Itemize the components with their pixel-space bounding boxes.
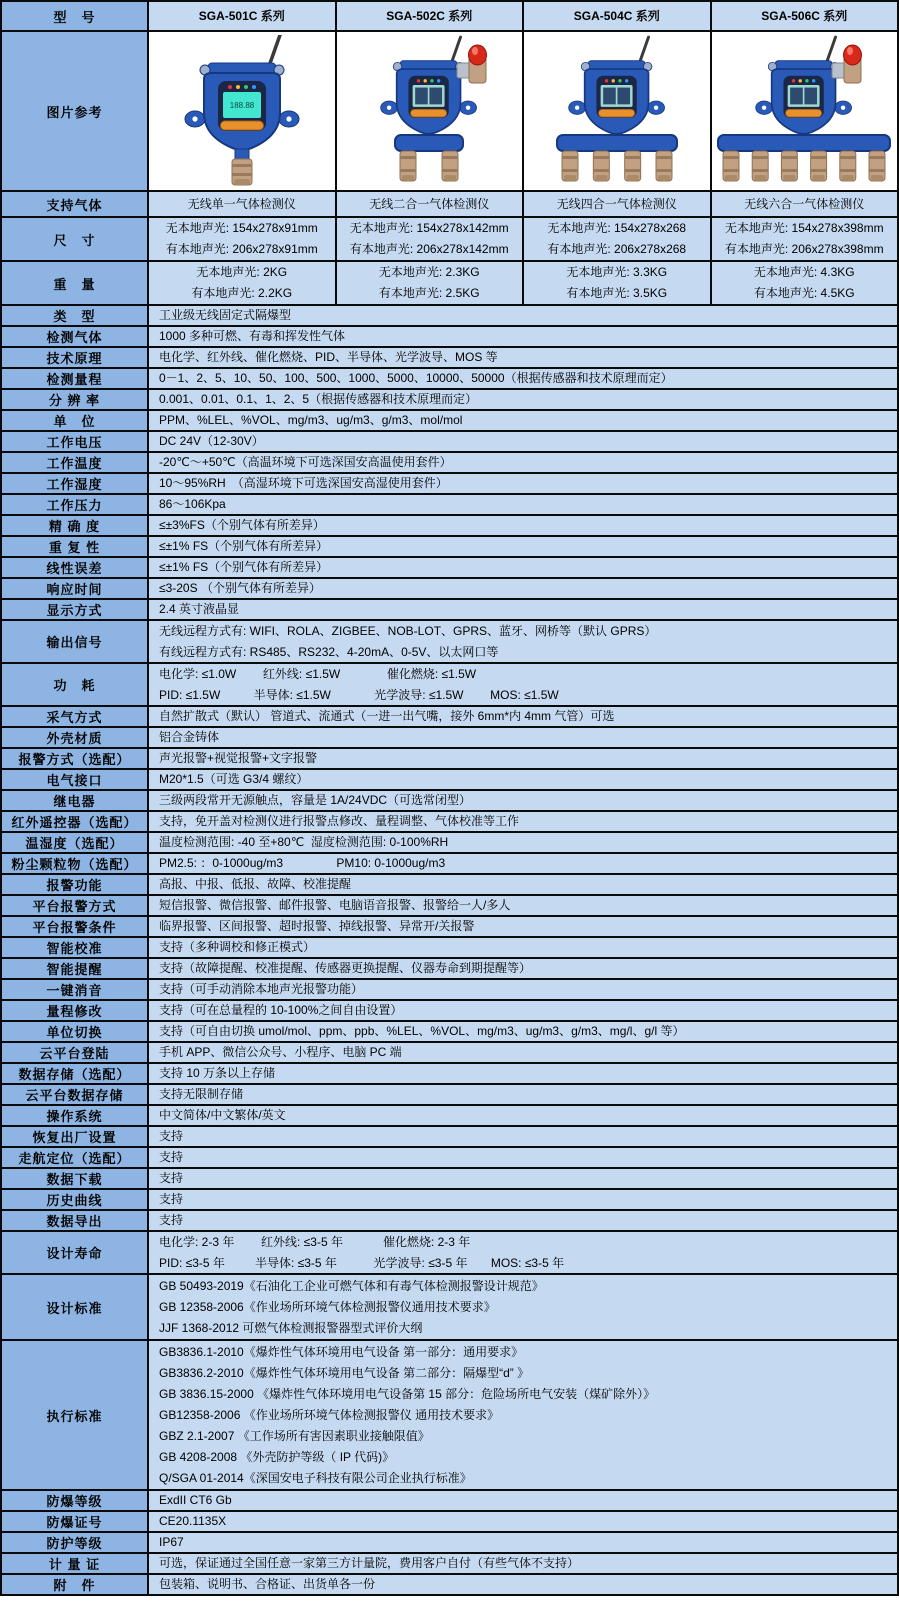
row-label: 工作电压 [2,432,149,451]
spec-value-cell [149,369,897,388]
product-spec-cell [524,262,712,304]
spec-value-cell [149,1512,897,1531]
row-label: 重 复 性 [2,537,149,556]
spec-row [2,810,897,831]
spec-value-cell [149,791,897,810]
product-spec-row [2,260,897,304]
product-spec-cell [712,192,898,216]
spec-row [2,451,897,472]
row-label: 数据导出 [2,1211,149,1230]
row-label: 历史曲线 [2,1190,149,1209]
spec-row [2,999,897,1020]
row-label: 智能校准 [2,938,149,957]
product-spec-cell [337,262,525,304]
spec-value-line: ≤±1% FS（个别气体有所差异） [159,539,329,553]
row-label: 外壳材质 [2,728,149,747]
row-label: 支持气体 [2,192,149,216]
spec-value-line: 短信报警、微信报警、邮件报警、电脑语音报警、报警给一人/多人 [159,898,511,912]
product-spec-line: 无本地声光: 154x278x91mm [165,221,318,235]
spec-value-cell [149,1127,897,1146]
spec-value-line: 支持（可自由切换 umol/mol、ppm、ppb、%LEL、%VOL、mg/m3、ug/m3、g/m3、mg/l、g/l 等） [159,1024,685,1038]
row-label: 报警功能 [2,875,149,894]
sga-502c-wireless-2in1-gas-detector [337,32,525,190]
spec-value-line: GB 3836.15-2000 《爆炸性气体环境用电气设备第 15 部分：危险场所电气安装（煤矿除外）》 [159,1386,656,1401]
spec-value-line: 电化学: 2-3 年 红外线: ≤3-5 年 催化燃烧: 2-3 年 [159,1234,471,1249]
row-label: 设计标准 [2,1275,149,1339]
row-label: 检测气体 [2,327,149,346]
product-spec-line: 无线四合一气体检测仪 [556,196,677,211]
model-name: SGA-501C 系列 [198,8,285,23]
spec-value-cell [149,1001,897,1020]
gas-sensor-probe [442,151,458,181]
row-label-image: 图片参考 [2,32,149,190]
spec-value-line: 支持 [159,1171,184,1185]
spec-row [2,789,897,810]
gas-detector-illustration [339,35,519,187]
spec-row [2,346,897,367]
spec-value-cell [149,664,897,705]
row-label: 云平台数据存储 [2,1085,149,1104]
spec-value-line: PID: ≤3-5 年 半导体: ≤3-5 年 光学波导: ≤3-5 年 MOS: ≤3-5 年 [159,1255,565,1270]
spec-value-cell [149,1533,897,1552]
spec-value-line: PPM、%LEL、%VOL、mg/m3、ug/m3、g/m3、mol/mol [159,413,463,427]
row-label: 数据存储（选配） [2,1064,149,1083]
spec-value-line: ExdII CT6 Gb [159,1493,232,1507]
spec-row [2,1125,897,1146]
spec-row [2,1062,897,1083]
spec-value-cell [149,980,897,999]
spec-value-line: PID: ≤1.5W 半导体: ≤1.5W 光学波导: ≤1.5W MOS: ≤1.5W [159,687,559,702]
model-name: SGA-502C 系列 [386,8,473,23]
spec-row [2,472,897,493]
spec-value-line: 中文简体/中文繁体/英文 [159,1108,286,1122]
row-label: 工作温度 [2,453,149,472]
spec-value-cell [149,390,897,409]
row-label: 云平台登陆 [2,1043,149,1062]
spec-value-line: 自然扩散式（默认） 管道式、流通式（一进一出气嘴，接外 6mm*内 4mm 气管）可选 [159,709,615,723]
spec-value-line: 支持（可在总量程的 10-100%之间自由设置） [159,1003,403,1017]
product-spec-line: 有本地声光: 206x278x142mm [349,242,509,256]
spec-row [2,726,897,747]
row-label: 分 辨 率 [2,390,149,409]
spec-row [2,1041,897,1062]
gas-sensor-probe [624,151,640,181]
spec-value-cell [149,1022,897,1041]
spec-value-line: 支持，免开盖对检测仪进行报警点修改、量程调整、气体校准等工作 [159,814,520,828]
spec-row [2,367,897,388]
product-spec-cell [337,192,525,216]
spec-row [2,873,897,894]
model-header-cell [149,2,337,30]
spec-value-cell [149,1064,897,1083]
spec-value-line: GBZ 2.1-2007 《工作场所有害因素职业接触限值》 [159,1428,430,1443]
spec-value-line: 温度检测范围: -40 至+80℃ 湿度检测范围: 0-100%RH [159,835,449,849]
model-name: SGA-504C 系列 [573,8,660,23]
spec-row [2,915,897,936]
gas-sensor-probe [400,151,416,181]
product-spec-cell [337,218,525,260]
sga-506c-wireless-6in1-gas-detector [712,32,898,190]
spec-value-cell [149,621,897,662]
gas-sensor-probe [811,151,827,181]
spec-value-line: PM2.5: ：0-1000ug/m3 PM10: 0-1000ug/m3 [159,856,446,870]
spec-value-line: 支持（可手动消除本地声光报警功能） [159,982,364,996]
spec-value-cell [149,1106,897,1125]
spec-value-line: 有线远程方式有: RS485、RS232、4-20mA、0-5V、以太网口等 [159,644,499,659]
spec-row [2,619,897,662]
spec-value-line: Q/SGA 01-2014《深国安电子科技有限公司企业执行标准》 [159,1470,472,1485]
spec-value-line: 支持 10 万条以上存储 [159,1066,276,1080]
product-spec-line: 无本地声光: 2KG [196,265,288,279]
spec-value-line: 电化学: ≤1.0W 红外线: ≤1.5W 催化燃烧: ≤1.5W [159,666,477,681]
spec-value-cell [149,1341,897,1489]
spec-value-cell [149,938,897,957]
row-label: 智能提醒 [2,959,149,978]
model-header-cell [524,2,712,30]
spec-value-line: 2.4 英寸液晶显 [159,602,240,616]
product-spec-cell [524,218,712,260]
spec-value-line: 支持（多种调校和修正模式） [159,940,316,954]
spec-row [2,409,897,430]
row-label: 单位切换 [2,1022,149,1041]
spec-value-cell [149,1190,897,1209]
spec-value-line: GB 4208-2008 《外壳防护等级（ IP 代码)》 [159,1449,395,1464]
gas-sensor-probe [562,151,578,181]
row-label: 输出信号 [2,621,149,662]
product-spec-line: 无线单一气体检测仪 [187,196,296,211]
row-label: 类 型 [2,306,149,325]
row-label: 响应时间 [2,579,149,598]
spec-row [2,1510,897,1531]
spec-value-cell [149,516,897,535]
spec-value-cell [149,1148,897,1167]
spec-value-cell [149,1232,897,1273]
row-label: 平台报警条件 [2,917,149,936]
row-label: 粉尘颗粒物（选配） [2,854,149,873]
spec-row [2,1489,897,1510]
spec-value-cell [149,1043,897,1062]
spec-row [2,978,897,999]
row-label: 恢复出厂设置 [2,1127,149,1146]
product-spec-line: 有本地声光: 2.5KG [378,286,480,300]
product-spec-line: 无本地声光: 4.3KG [753,265,855,279]
spec-value-cell [149,306,897,325]
spec-value-line: 0－1、2、5、10、50、100、500、1000、5000、10000、50000（根据传感器和技术原理而定） [159,371,673,385]
row-label: 执行标准 [2,1341,149,1489]
row-label: 检测量程 [2,369,149,388]
product-spec-cell [149,262,337,304]
product-spec-line: 有本地声光: 206x278x91mm [165,242,318,256]
gas-sensor-probe [232,159,252,185]
spec-value-cell [149,959,897,978]
product-spec-line: 无本地声光: 154x278x142mm [349,221,509,235]
spec-value-line: 支持（故障提醒、校准提醒、传感器更换提醒、仪器寿命到期提醒等） [159,961,532,975]
spec-value-cell [149,600,897,619]
spec-row [2,936,897,957]
row-label: 数据下载 [2,1169,149,1188]
gas-detector-illustration [527,35,707,187]
spec-value-cell [149,474,897,493]
spec-value-cell [149,833,897,852]
spec-value-line: 包装箱、说明书、合格证、出货单各一份 [159,1577,376,1591]
spec-row [2,705,897,726]
row-label: 红外遥控器（选配） [2,812,149,831]
row-label: 采气方式 [2,707,149,726]
spec-value-line: 10～95%RH （高湿环境下可选深国安高湿使用套件） [159,476,448,490]
product-image-row [2,30,897,190]
spec-value-cell [149,917,897,936]
spec-value-cell [149,707,897,726]
spec-value-line: CE20.1135X [159,1514,227,1528]
product-spec-cell [149,218,337,260]
row-label: 线性误差 [2,558,149,577]
product-spec-row [2,216,897,260]
product-spec-line: 无线二合一气体检测仪 [369,196,490,211]
spec-row [2,556,897,577]
gas-detector-illustration [152,35,332,187]
spec-row [2,747,897,768]
spec-value-line: GB 50493-2019《石油化工企业可燃气体和有毒气体检测报警设计规范》 [159,1278,544,1293]
model-header-cell [712,2,898,30]
spec-row [2,852,897,873]
svg-text:188.88: 188.88 [229,101,254,110]
model-header-cell [337,2,525,30]
spec-row [2,1209,897,1230]
product-spec-line: 无本地声光: 2.3KG [378,265,480,279]
spec-value-cell [149,1169,897,1188]
gas-detector-illustration [714,35,894,187]
spec-value-line: JJF 1368-2012 可燃气体检测报警器型式评价大纲 [159,1320,423,1335]
spec-value-line: 高报、中报、低报、故障、校准提醒 [159,877,352,891]
spec-row [2,493,897,514]
spec-value-line: 支持 [159,1129,184,1143]
row-label: 报警方式（选配） [2,749,149,768]
product-spec-line: 无本地声光: 154x278x398mm [724,221,884,235]
spec-row [2,598,897,619]
spec-row [2,304,897,325]
gas-sensor-probe [869,151,885,181]
spec-value-line: 三级两段常开无源触点，容量是 1A/24VDC（可选常闭型） [159,793,472,807]
row-label: 计 量 证 [2,1554,149,1573]
row-label: 平台报警方式 [2,896,149,915]
row-label: 量程修改 [2,1001,149,1020]
spec-row [2,1104,897,1125]
spec-row [2,388,897,409]
spec-value-cell [149,854,897,873]
gas-sensor-probe [656,151,672,181]
spec-value-cell [149,327,897,346]
spec-value-line: 无线远程方式有: WIFI、ROLA、ZIGBEE、NOB-LOT、GPRS、蓝牙、网桥等（默认 GPRS） [159,623,657,638]
spec-row [2,1573,897,1594]
row-label: 功 耗 [2,664,149,705]
row-label-model: 型 号 [2,2,149,30]
spec-value-cell [149,728,897,747]
gas-sensor-probe [782,151,798,181]
spec-value-line: 支持 [159,1192,184,1206]
spec-value-line: GB12358-2006 《作业场所环境气体检测报警仪 通用技术要求》 [159,1407,500,1422]
spec-value-cell [149,411,897,430]
product-spec-line: 有本地声光: 4.5KG [753,286,855,300]
product-spec-line: 有本地声光: 206x278x268 [547,242,687,256]
product-spec-row [2,190,897,216]
product-spec-line: 无本地声光: 154x278x268 [547,221,687,235]
spec-row [2,1188,897,1209]
spec-value-line: GB3836.1-2010《爆炸性气体环境用电气设备 第一部分：通用要求》 [159,1344,524,1359]
model-name: SGA-506C 系列 [761,8,848,23]
spec-value-cell [149,558,897,577]
spec-row [2,1552,897,1573]
spec-row [2,1531,897,1552]
spec-row [2,1167,897,1188]
spec-value-line: ≤±1% FS（个别气体有所差异） [159,560,329,574]
spec-row [2,514,897,535]
row-label: 电气接口 [2,770,149,789]
sga-504c-wireless-4in1-gas-detector [524,32,712,190]
spec-value-line: M20*1.5（可选 G3/4 螺纹） [159,772,309,786]
spec-row [2,1230,897,1273]
spec-value-line: 手机 APP、微信公众号、小程序、电脑 PC 端 [159,1045,402,1059]
product-spec-line: 有本地声光: 206x278x398mm [724,242,884,256]
spec-value-line: ≤±3%FS（个别气体有所差异） [159,518,325,532]
spec-row [2,831,897,852]
row-label: 重 量 [2,262,149,304]
spec-value-line: 铝合金铸体 [159,730,220,744]
product-spec-line: 有本地声光: 3.5KG [566,286,668,300]
gas-sensor-probe [752,151,768,181]
spec-row [2,325,897,346]
spec-row [2,957,897,978]
row-label: 单 位 [2,411,149,430]
spec-value-line: 声光报警+视觉报警+文字报警 [159,751,318,765]
product-spec-line: 无本地声光: 3.3KG [566,265,668,279]
row-label: 精 确 度 [2,516,149,535]
sga-501c-wireless-single-gas-detector [149,32,337,190]
row-label: 显示方式 [2,600,149,619]
model-header-row [2,2,897,30]
row-label: 继电器 [2,791,149,810]
spec-value-cell [149,1211,897,1230]
spec-value-line: 工业级无线固定式隔爆型 [159,308,292,322]
row-label: 温湿度（选配） [2,833,149,852]
spec-row [2,430,897,451]
product-spec-cell [712,262,898,304]
spec-value-line: GB3836.2-2010《爆炸性气体环境用电气设备 第二部分：隔爆型“d” 》 [159,1365,530,1380]
spec-value-line: 1000 多种可燃、有毒和挥发性气体 [159,329,346,343]
row-label: 技术原理 [2,348,149,367]
spec-value-line: 临界报警、区间报警、超时报警、掉线报警、异常开/关报警 [159,919,475,933]
gas-sensor-probe [593,151,609,181]
spec-value-cell [149,770,897,789]
spec-row [2,1083,897,1104]
spec-value-cell [149,1491,897,1510]
gas-sensor-probe [723,151,739,181]
product-spec-cell [712,218,898,260]
spec-value-line: 支持无限制存储 [159,1087,244,1101]
spec-value-cell [149,348,897,367]
row-label: 一键消音 [2,980,149,999]
spec-row [2,535,897,556]
row-label: 尺 寸 [2,218,149,260]
spec-row [2,577,897,598]
row-label: 走航定位（选配） [2,1148,149,1167]
spec-value-cell [149,1275,897,1339]
spec-row [2,1020,897,1041]
product-spec-line: 无线六合一气体检测仪 [744,196,865,211]
spec-value-line: 0.001、0.01、0.1、1、2、5（根据传感器和技术原理而定） [159,392,478,406]
row-label: 操作系统 [2,1106,149,1125]
spec-value-line: -20℃～+50℃（高温环境下可选深国安高温使用套件） [159,455,452,469]
spec-row [2,1146,897,1167]
spec-value-line: IP67 [159,1535,184,1549]
spec-value-cell [149,812,897,831]
spec-value-line: 支持 [159,1150,184,1164]
spec-value-cell [149,1085,897,1104]
spec-value-cell [149,1575,897,1594]
spec-value-cell [149,875,897,894]
product-spec-cell [524,192,712,216]
spec-value-cell [149,495,897,514]
spec-row [2,894,897,915]
spec-value-cell [149,453,897,472]
row-label: 防爆证号 [2,1512,149,1531]
spec-value-line: 可选，保证通过全国任意一家第三方计量院，费用客户自付（有些气体不支持） [159,1556,580,1570]
alarm-beacon-icon [457,45,487,83]
spec-row [2,1339,897,1489]
spec-value-cell [149,896,897,915]
alarm-beacon-icon [832,45,862,83]
row-label: 工作压力 [2,495,149,514]
spec-value-cell [149,749,897,768]
row-label: 工作湿度 [2,474,149,493]
spec-value-cell [149,537,897,556]
row-label: 防爆等级 [2,1491,149,1510]
gas-sensor-probe [840,151,856,181]
row-label: 附 件 [2,1575,149,1594]
spec-row [2,1273,897,1339]
spec-row [2,662,897,705]
spec-value-line: ≤3-20S （个别气体有所差异） [159,581,321,595]
spec-value-line: DC 24V（12-30V） [159,434,264,448]
row-label: 防护等级 [2,1533,149,1552]
spec-value-cell [149,579,897,598]
spec-value-cell [149,1554,897,1573]
spec-row [2,768,897,789]
spec-value-line: 电化学、红外线、催化燃烧、PID、半导体、光学波导、MOS 等 [159,350,498,364]
spec-value-cell [149,432,897,451]
row-label: 设计寿命 [2,1232,149,1273]
product-spec-cell [149,192,337,216]
spec-value-line: 86～106Kpa [159,497,226,511]
spec-value-line: GB 12358-2006《作业场所环境气体检测报警仪通用技术要求》 [159,1299,496,1314]
product-spec-line: 有本地声光: 2.2KG [191,286,293,300]
spec-value-line: 支持 [159,1213,184,1227]
